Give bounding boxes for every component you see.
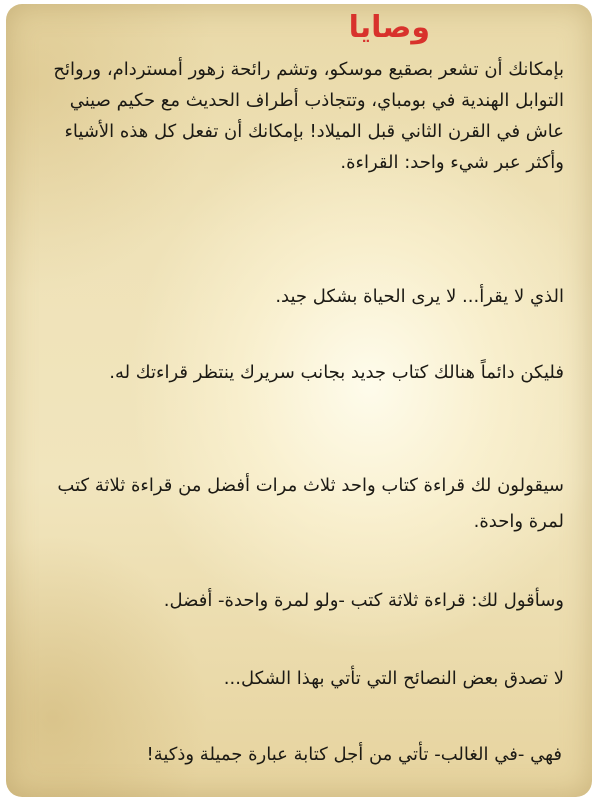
page-title: وصايا bbox=[348, 10, 430, 45]
paragraph-closing: فهي -في الغالب- تأتي من أجل كتابة عبارة جميلة وذكية! bbox=[146, 744, 562, 765]
paragraph-who-does-not-read: الذي لا يقرأ... لا يرى الحياة بشكل جيد. bbox=[275, 286, 564, 307]
paragraph-they-will-say: سيقولون لك قراءة كتاب واحد ثلاث مرات أفضل من قراءة ثلاثة كتب لمرة واحدة. bbox=[57, 475, 564, 532]
paragraph-do-not-believe: لا تصدق بعض النصائح التي تأتي بهذا الشكل... bbox=[223, 668, 564, 689]
paragraph-book-by-bed: فليكن دائماً هنالك كتاب جديد بجانب سريرك ينتظر قراءتك له. bbox=[109, 362, 564, 383]
paper-page bbox=[6, 4, 592, 797]
paragraph-reading-travel: بإمكانك أن تشعر بصقيع موسكو، وتشم رائحة زهور أمستردام، وروائح التوابل الهندية في بومباي، وتتجاذب أطراف الحديث مع حكيم صيني عاش في القرن الثاني قبل الميلاد! بإمكانك أن تفعل كل هذه الأشياء وأكثر عبر شيء واحد: القراءة. bbox=[53, 59, 564, 173]
paragraph-i-will-say: وسأقول لك: قراءة ثلاثة كتب -ولو لمرة واحدة- أفضل. bbox=[163, 590, 564, 611]
